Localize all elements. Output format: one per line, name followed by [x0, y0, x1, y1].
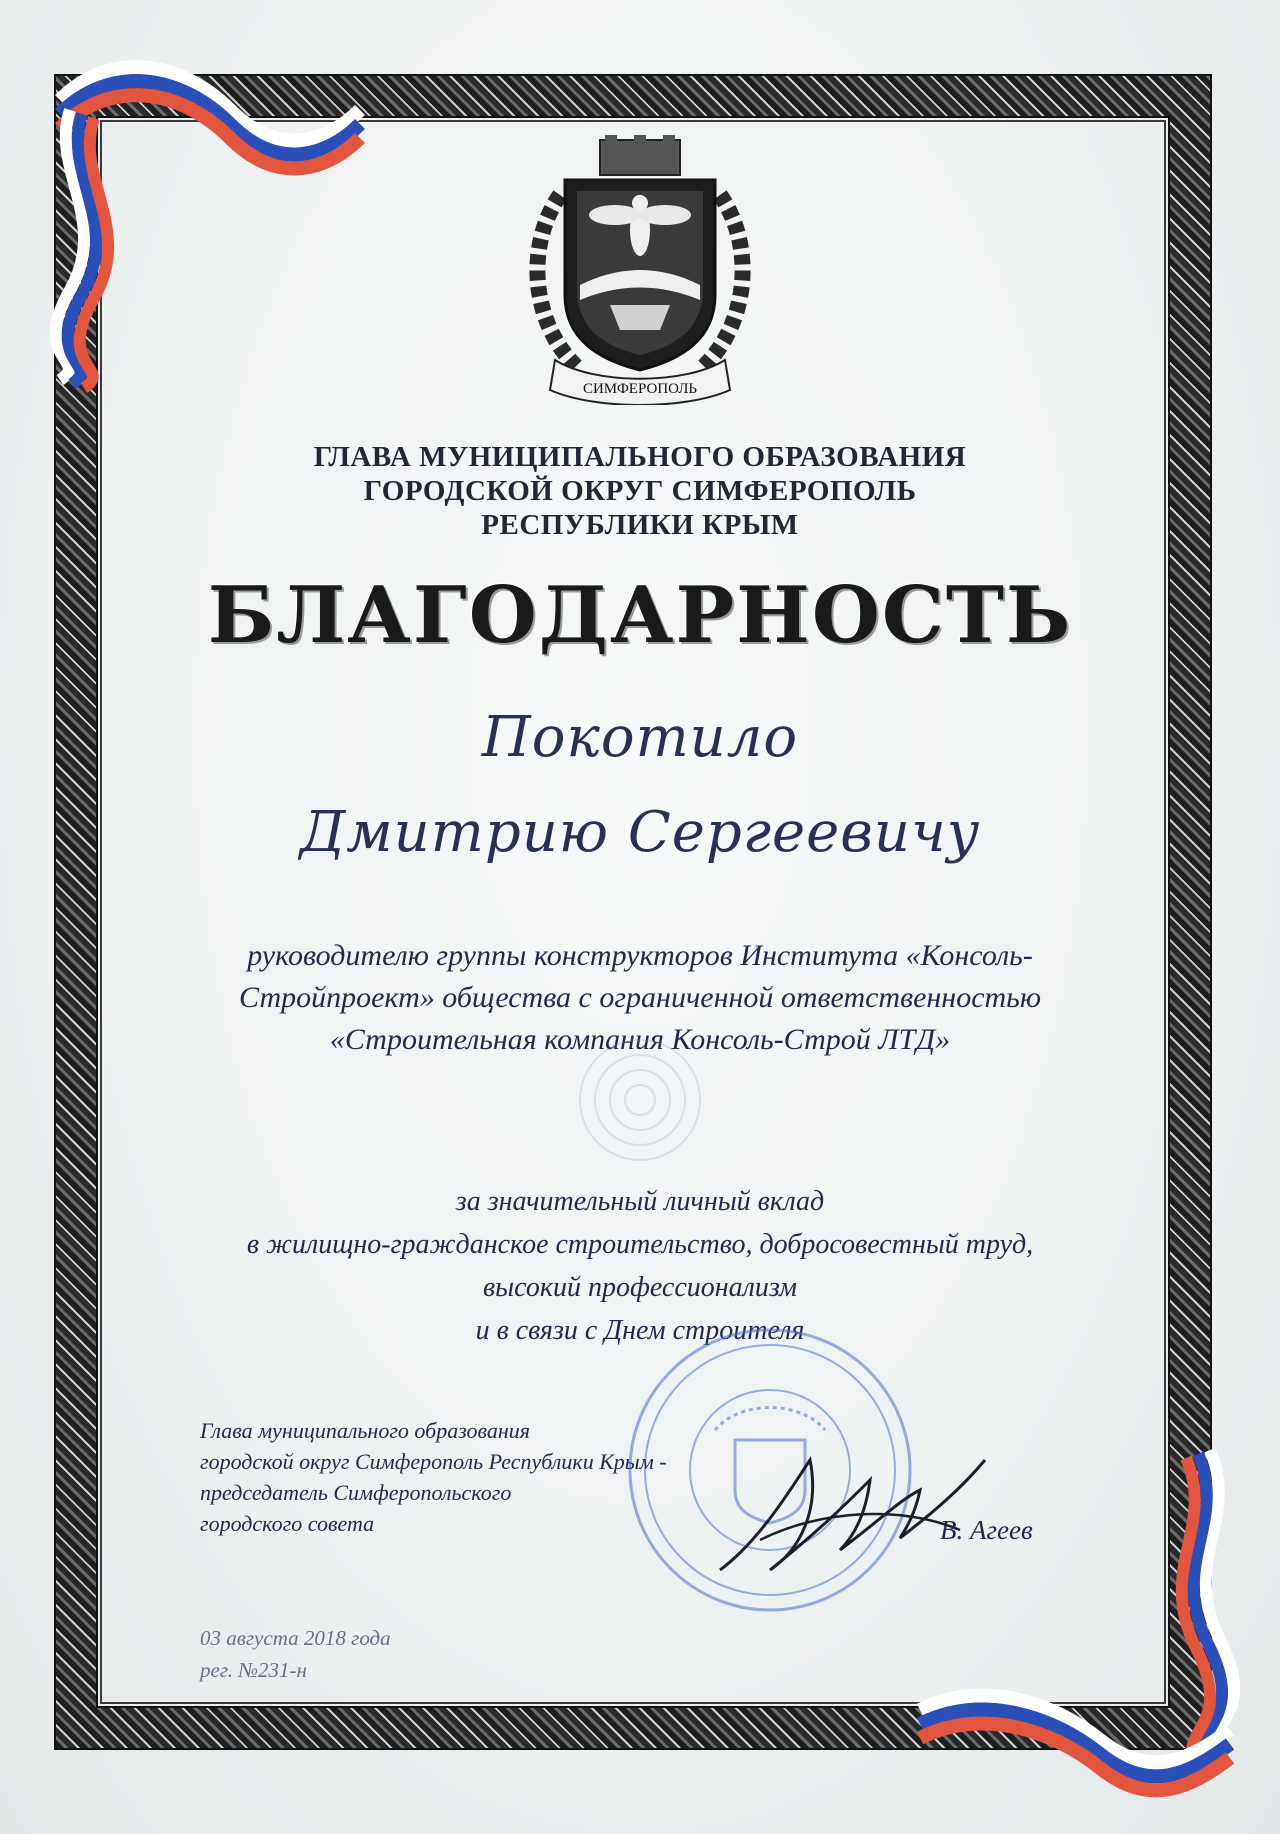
emblem-city-label: СИМФЕРОПОЛЬ	[582, 381, 698, 397]
position-line-2: городской округ Симферополь Республики Крым -	[200, 1449, 667, 1474]
recipient-role-line-3: «Строительная компания Консоль-Строй ЛТД»	[329, 1023, 951, 1056]
signatory-position	[200, 1415, 760, 1539]
reason-line-1: за значительный личный вклад	[455, 1186, 825, 1217]
simferopol-coat-of-arms	[505, 135, 775, 405]
position-line-4: городского совета	[200, 1511, 375, 1536]
recipient-role-line-1: руководителю группы конструкторов Института «Консоль-	[247, 939, 1033, 972]
recipient-surname: Покотило	[481, 705, 799, 770]
issue-date: 03 августа 2018 года	[200, 1626, 391, 1650]
reason-line-3: высокий профессионализм	[483, 1272, 797, 1303]
position-line-1: Глава муниципального образования	[200, 1418, 531, 1443]
signatory-name: В. Агеев	[940, 1515, 1033, 1545]
rosette-watermark	[570, 1030, 710, 1170]
issuer-line-3: РЕСПУБЛИКИ КРЫМ	[481, 509, 799, 541]
reason-line-4: и в связи с Днем строителя	[475, 1315, 805, 1346]
recipient-role-line-2: Стройпроект» общества с ограниченной ответственностью	[239, 981, 1041, 1014]
recipient-given-names: Дмитрию Сергеевичу	[299, 800, 981, 865]
issuer-heading	[0, 440, 1280, 542]
document-title: БЛАГОДАРНОСТЬ	[207, 570, 1073, 661]
tricolor-ribbon-top-left	[30, 40, 390, 400]
position-line-3: председатель Симферопольского	[200, 1480, 512, 1505]
registration-number: рег. №231-н	[200, 1658, 307, 1682]
issuer-line-2: ГОРОДСКОЙ ОКРУГ СИМФЕРОПОЛЬ	[363, 475, 917, 507]
reason-line-2: в жилищно-гражданское строительство, добросовестный труд,	[246, 1229, 1034, 1260]
issuer-line-1: ГЛАВА МУНИЦИПАЛЬНОГО ОБРАЗОВАНИЯ	[313, 441, 967, 473]
document-date-block	[200, 1622, 391, 1686]
